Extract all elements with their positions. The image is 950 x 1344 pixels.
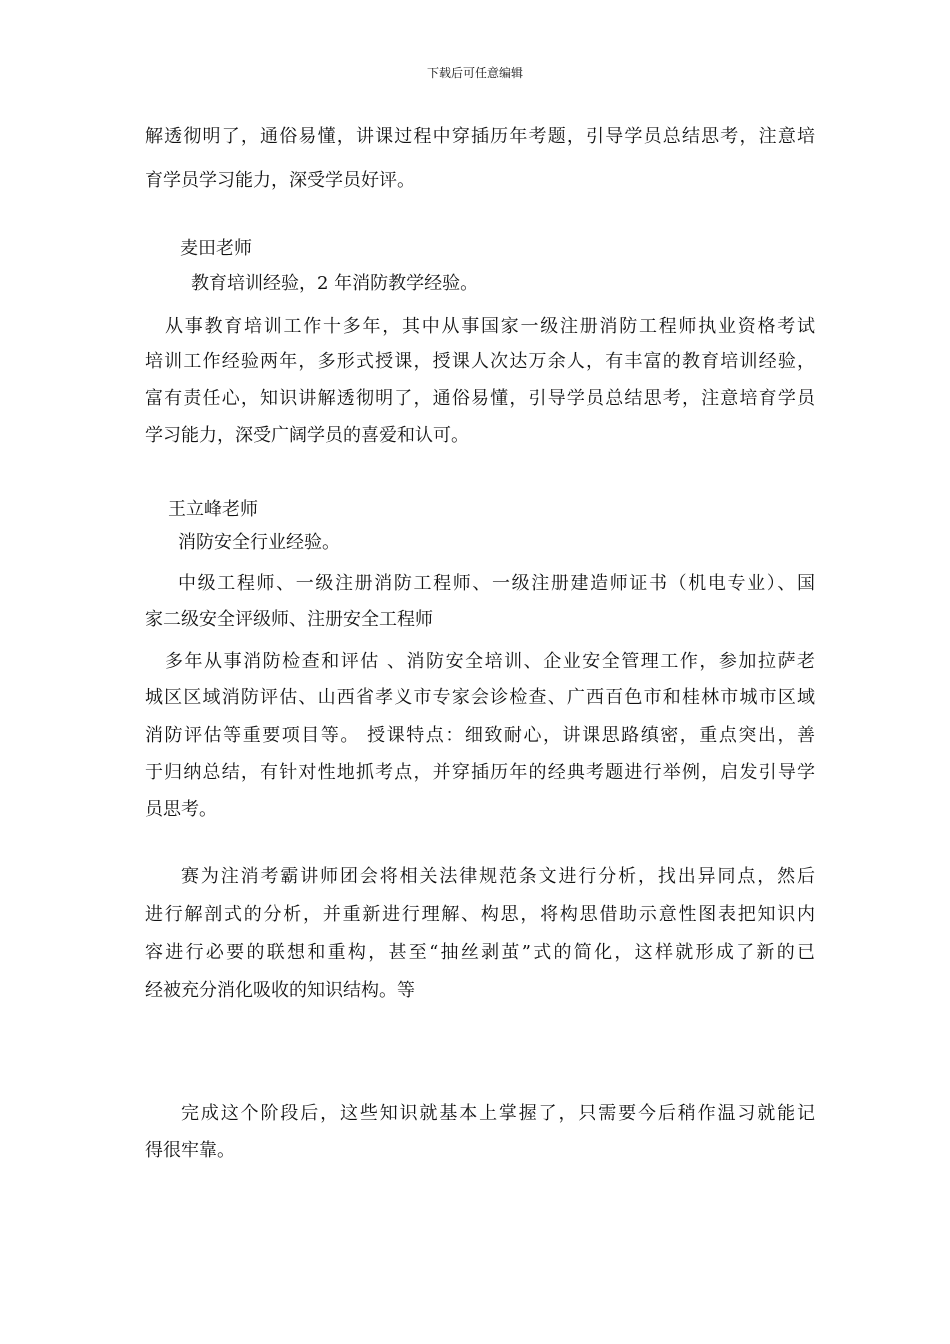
page-header: 下载后可任意编辑 — [426, 66, 523, 80]
paragraph-line: 家二级安全评级师、注册安全工程师 — [145, 609, 433, 630]
paragraph-line: 学习能力，深受广阔学员的喜爱和认可。 — [145, 425, 469, 446]
paragraph-line: 培训工作经验两年，多形式授课，授课人次达万余人，有丰富的教育培训经验， — [145, 351, 815, 372]
paragraph-line: 解透彻明了，通俗易懂，讲课过程中穿插历年考题，引导学员总结思考，注意培 — [145, 126, 815, 147]
paragraph-line: 多年从事消防检查和评估 、消防安全培训、企业安全管理工作，参加拉萨老 — [165, 651, 815, 672]
paragraph-line: 中级工程师、一级注册消防工程师、一级注册建造师证书（机电专业）、国 — [178, 573, 815, 594]
paragraph-line: 城区区域消防评估、山西省孝义市专家会诊检查、广西百色市和桂林市城市区域 — [145, 687, 815, 708]
paragraph-line: 容进行必要的联想和重构，甚至“抽丝剥茧”式的简化，这样就形成了新的已 — [145, 942, 815, 963]
teacher-experience: 消防安全行业经验。 — [178, 532, 340, 553]
paragraph-line: 完成这个阶段后，这些知识就基本上掌握了，只需要今后稍作温习就能记 — [181, 1103, 815, 1124]
paragraph-line: 得很牢靠。 — [145, 1140, 235, 1161]
paragraph-line: 经被充分消化吸收的知识结构。等 — [145, 980, 415, 1001]
paragraph-line: 员思考。 — [145, 799, 217, 820]
paragraph-line: 消防评估等重要项目等。 授课特点：细致耐心，讲课思路缜密，重点突出，善 — [145, 725, 815, 746]
teacher-experience: 教育培训经验，2 年消防教学经验。 — [191, 273, 479, 294]
paragraph-line: 育学员学习能力，深受学员好评。 — [145, 170, 415, 191]
teacher-name: 麦田老师 — [180, 238, 252, 259]
paragraph-line: 从事教育培训工作十多年，其中从事国家一级注册消防工程师执业资格考试 — [165, 316, 815, 337]
paragraph-line: 富有责任心，知识讲解透彻明了，通俗易懂，引导学员总结思考，注意培育学员 — [145, 388, 815, 409]
teacher-name: 王立峰老师 — [168, 499, 258, 520]
paragraph-line: 赛为注消考霸讲师团会将相关法律规范条文进行分析，找出异同点，然后 — [181, 866, 815, 887]
paragraph-line: 进行解剖式的分析，并重新进行理解、构思，将构思借助示意性图表把知识内 — [145, 904, 815, 925]
paragraph-line: 于归纳总结，有针对性地抓考点，并穿插历年的经典考题进行举例，启发引导学 — [145, 762, 815, 783]
